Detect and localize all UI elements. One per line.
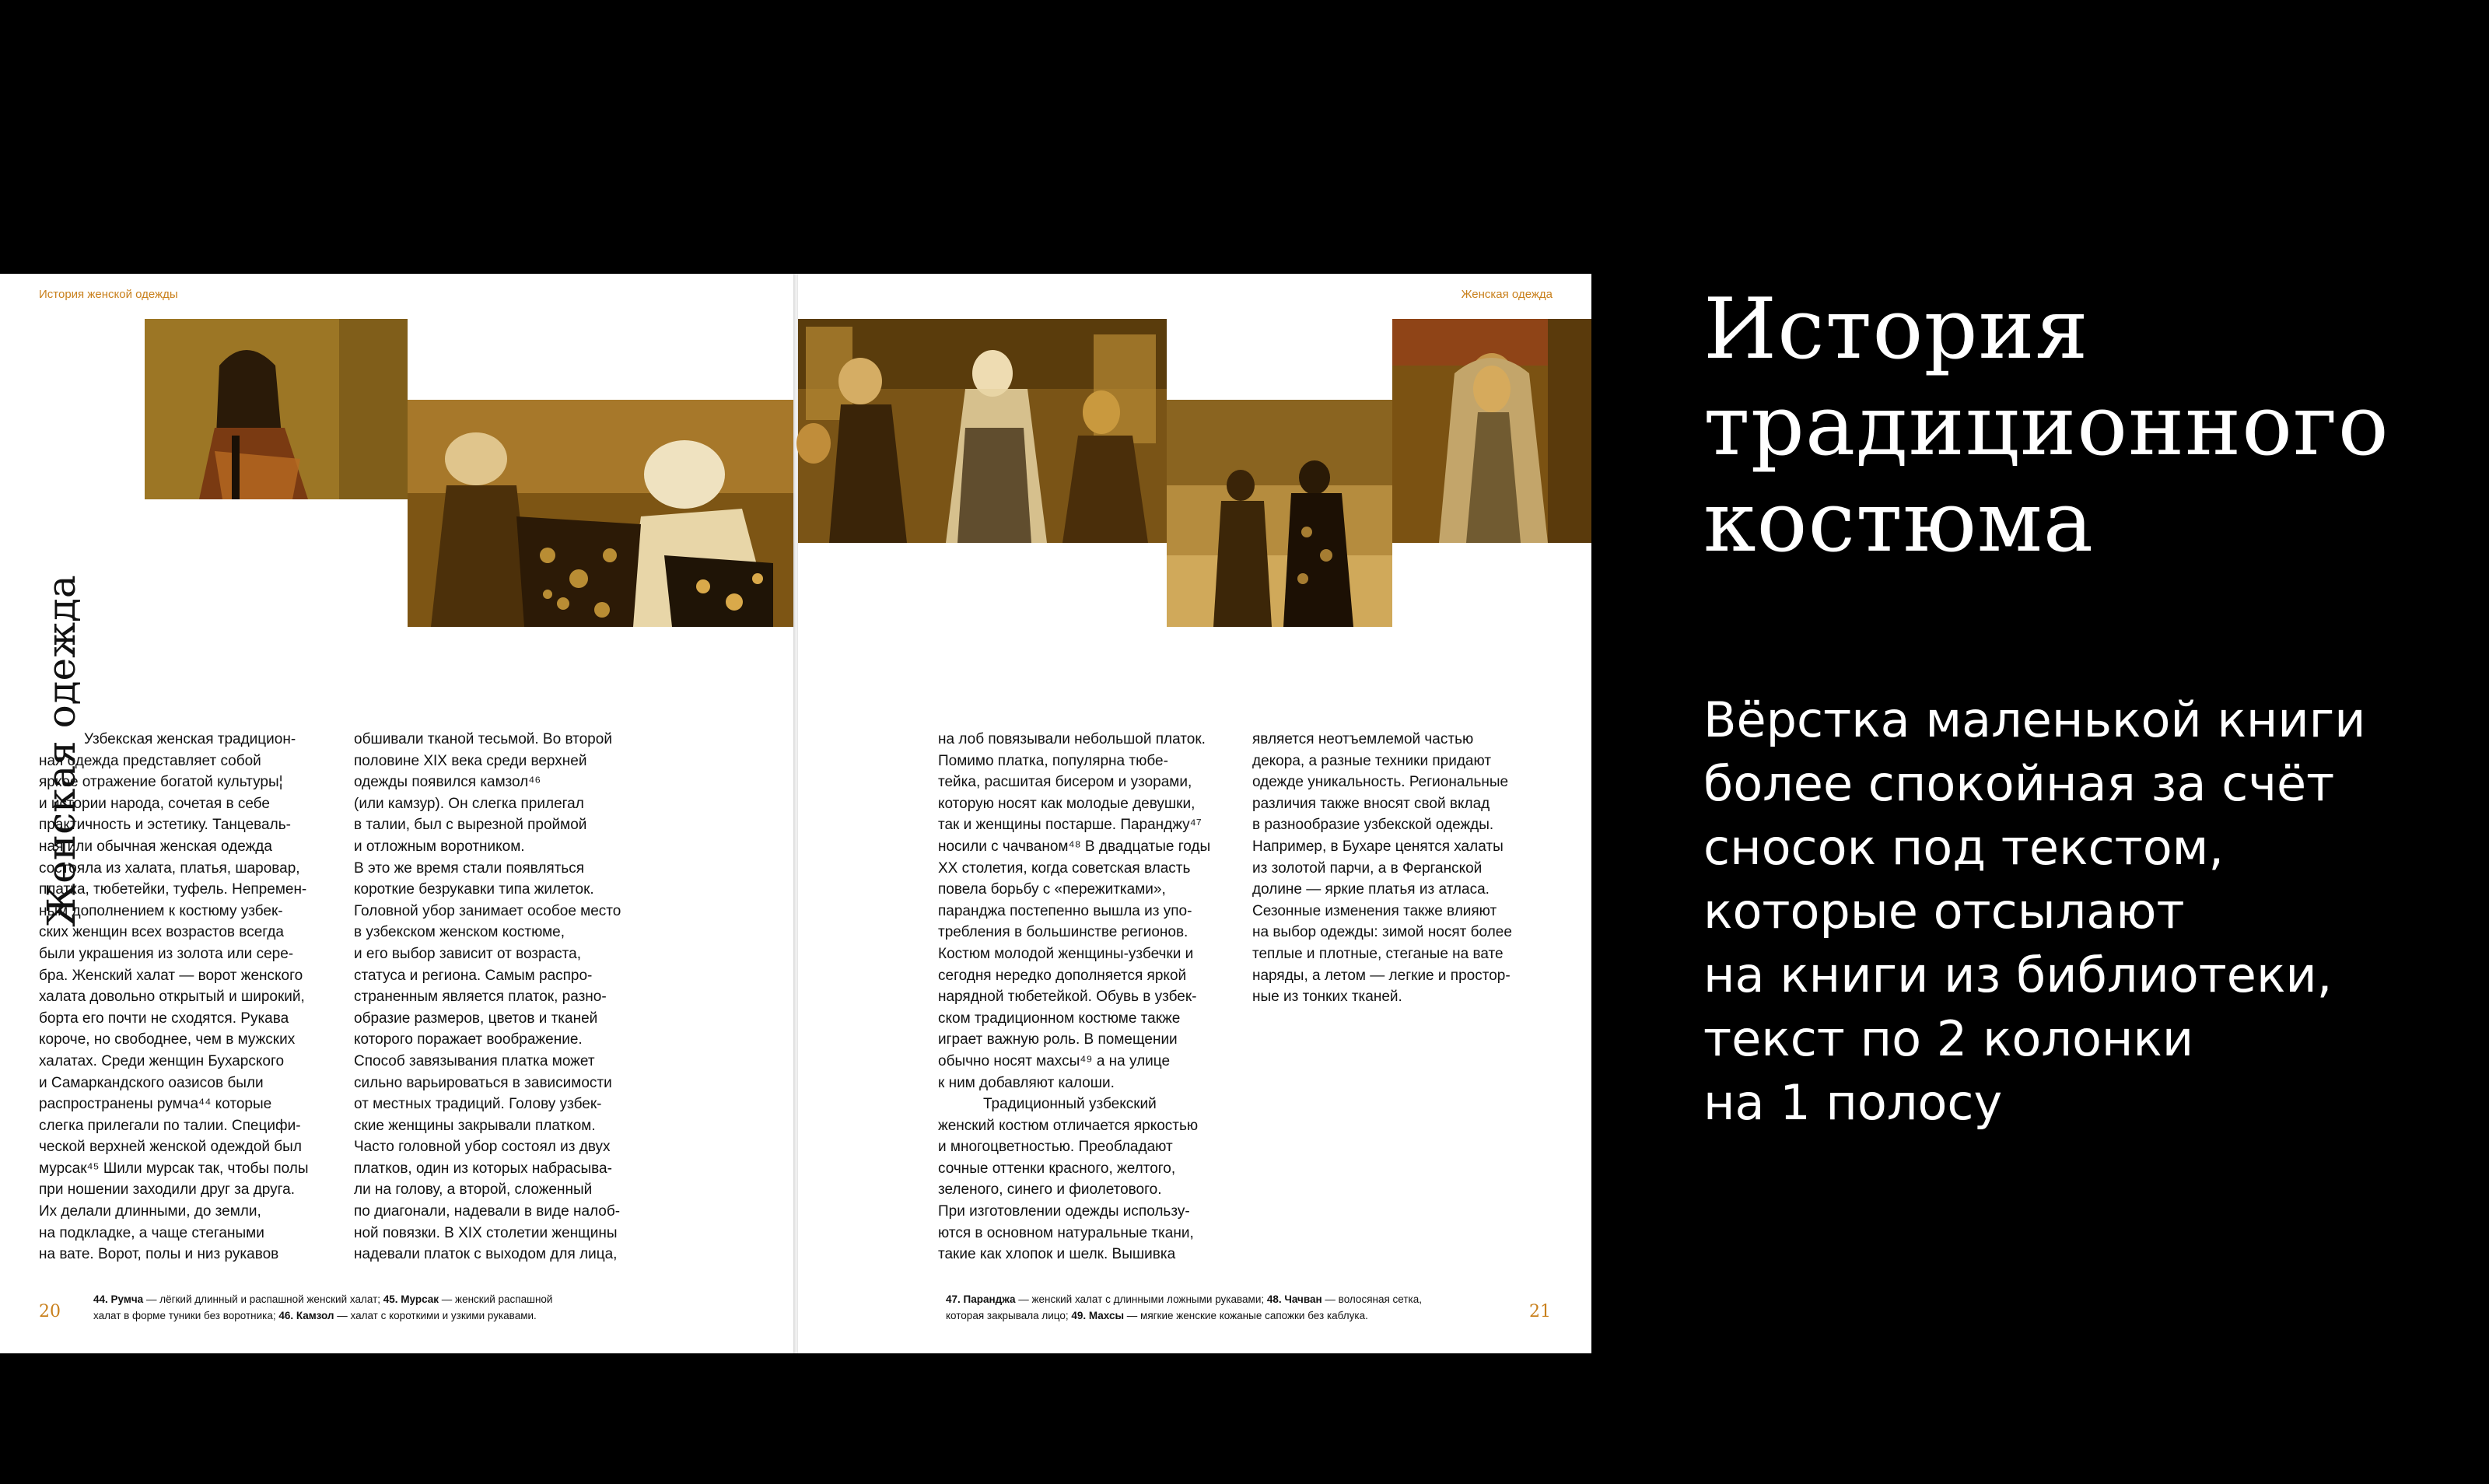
footnote-text: — женский распашной: [439, 1293, 553, 1305]
text-line: короче, но свободнее, чем в мужских: [39, 1031, 296, 1048]
text-line: ческой верхней женской одеждой был: [39, 1139, 302, 1156]
footnote-text: халат в форме туники без воротника;: [93, 1310, 279, 1321]
text-line: ная одежда представляет собой: [39, 752, 261, 769]
headline-line: История: [1703, 281, 2089, 378]
text-line: является неотъемлемой частью: [1252, 731, 1474, 747]
footnotes-right: [946, 1291, 1537, 1324]
text-line: Традиционный узбекский: [983, 1096, 1157, 1113]
text-line: наряды, а летом — легкие и простор-: [1252, 967, 1511, 984]
text-line: ские женщины закрывали платком.: [354, 1117, 596, 1134]
text-line: и Самаркандского оазисов были: [39, 1074, 264, 1091]
vertical-title-text: Женская одежда: [39, 575, 84, 927]
text-line: обшивали тканой тесьмой. Во второй: [354, 731, 612, 747]
text-line: короткие безрукавки типа жилеток.: [354, 881, 594, 898]
headline: [1703, 282, 2450, 571]
text-line: играет важную роль. В помещении: [938, 1031, 1178, 1048]
text-line: в талии, был с вырезной проймой: [354, 817, 587, 834]
text-line: тейка, расшитая бисером и узорами,: [938, 774, 1192, 791]
text-line: в узбекском женском костюме,: [354, 924, 565, 941]
photo-women-walking: [1167, 400, 1392, 627]
footnote-text: — халат с короткими и узкими рукавами.: [334, 1310, 537, 1321]
text-line: одежды появился камзол⁴⁶: [354, 774, 541, 791]
text-line: распространены румча⁴⁴ которые: [39, 1096, 272, 1113]
left-text-column-1: [39, 729, 350, 1265]
text-line: такие как хлопок и шелк. Вышивка: [938, 1246, 1176, 1263]
text-line: одежде уникальность. Региональные: [1252, 774, 1509, 791]
text-line: Часто головной убор состоял из двух: [354, 1139, 611, 1156]
description-line: текст по 2 колонки: [1703, 1010, 2194, 1067]
text-line: на подкладке, а чаще стегаными: [39, 1224, 264, 1241]
text-line: слегка прилегали по талии. Специфи-: [39, 1117, 301, 1134]
headline-line: костюма: [1703, 474, 2095, 571]
photo-market-women: [798, 319, 1167, 543]
left-page: [0, 274, 793, 1353]
text-line: ная или обычная женская одежда: [39, 838, 272, 855]
footnote-term: 49. Махсы: [1071, 1310, 1125, 1321]
text-line: халата довольно открытый и широкий,: [39, 989, 305, 1006]
text-line: паранджа постепенно вышла из упо-: [938, 902, 1192, 919]
text-line: к ним добавляют калоши.: [938, 1074, 1115, 1091]
photo-woman-shawl: [1392, 319, 1591, 543]
text-line: теплые и плотные, стеганые на вате: [1252, 945, 1504, 962]
headline-line: традиционного: [1703, 377, 2389, 474]
page-number-right: 21: [1529, 1302, 1551, 1321]
text-line: Например, в Бухаре ценятся халаты: [1252, 838, 1504, 855]
footnote-text: — волосяная сетка,: [1322, 1293, 1422, 1305]
right-text-column-2: [1252, 729, 1563, 1008]
text-line: зеленого, синего и фиолетового.: [938, 1181, 1162, 1199]
text-line: В это же время стали появляться: [354, 859, 585, 877]
text-line: при ношении заходили друг за друга.: [39, 1181, 296, 1199]
text-line: сильно варьироваться в зависимости: [354, 1074, 612, 1091]
text-line: на лоб повязывали небольшой платок.: [938, 731, 1206, 747]
text-line: были украшения из золота или сере-: [39, 945, 294, 962]
footnote-term: 46. Камзол: [278, 1310, 334, 1321]
text-line: носили с чачваном⁴⁸ В двадцатые годы: [938, 838, 1211, 855]
text-line: требления в большинстве регионов.: [938, 924, 1188, 941]
footnote-line: [946, 1291, 1537, 1307]
footnote-term: 48. Чачван: [1266, 1293, 1322, 1305]
text-line: борта его почти не сходятся. Рукава: [39, 1010, 289, 1027]
text-line: сочные оттенки красного, желтого,: [938, 1160, 1176, 1177]
text-line: Узбекская женская традицион-: [84, 731, 296, 747]
text-line: халатах. Среди женщин Бухарского: [39, 1052, 285, 1069]
text-line: бра. Женский халат — ворот женского: [39, 967, 303, 984]
text-line: из золотой парчи, а в Ферганской: [1252, 859, 1483, 877]
text-line: Костюм молодой женщины-узбечки и: [938, 945, 1194, 962]
text-line: на вате. Ворот, полы и низ рукавов: [39, 1246, 279, 1263]
text-line: Их делали длинными, до земли,: [39, 1203, 261, 1220]
text-line: При изготовлении одежды использу-: [938, 1203, 1190, 1220]
page-number-left: 20: [39, 1302, 61, 1321]
text-line: и отложным воротником.: [354, 838, 525, 855]
text-line: и его выбор зависит от возраста,: [354, 945, 581, 962]
text-line: ских женщин всех возрастов всегда: [39, 924, 284, 941]
description-line: более спокойная за счёт: [1703, 755, 2335, 812]
footnote-line: [946, 1307, 1537, 1324]
left-text-column-2: [354, 729, 673, 1265]
text-line: ной повязки. В XIX столетии женщины: [354, 1224, 618, 1241]
footnote-line: [93, 1291, 684, 1307]
text-line: на выбор одежды: зимой носят более: [1252, 924, 1512, 941]
footnote-text: — лёгкий длинный и распашной женский халат;: [143, 1293, 383, 1305]
description-line: сносок под текстом,: [1703, 819, 2225, 876]
description-line: на книги из библиотеки,: [1703, 947, 2333, 1003]
text-line: долине — яркие платья из атласа.: [1252, 881, 1490, 898]
footnote-term: 45. Мурсак: [383, 1293, 439, 1305]
footnote-text: которая закрывала лицо;: [946, 1310, 1072, 1321]
text-line: декора, а разные техники придают: [1252, 752, 1492, 769]
text-line: практичность и эстетику. Танцеваль-: [39, 817, 291, 834]
text-line: и многоцветностью. Преобладают: [938, 1139, 1173, 1156]
text-line: женский костюм отличается яркостью: [938, 1117, 1199, 1134]
text-line: XX столетия, когда советская власть: [938, 859, 1191, 877]
footnote-text: — женский халат с длинными ложными рукавами;: [1015, 1293, 1267, 1305]
text-line: различия также вносят свой вклад: [1252, 795, 1490, 812]
right-text-column-1: [938, 729, 1257, 1265]
text-line: мурсак⁴⁵ Шили мурсак так, чтобы полы: [39, 1160, 309, 1177]
right-page: [798, 274, 1591, 1353]
text-line: надевали платок с выходом для лица,: [354, 1246, 618, 1263]
text-line: страненным является платок, разно-: [354, 989, 607, 1006]
text-line: половине XIX века среди верхней: [354, 752, 587, 769]
running-head-left: История женской одежды: [39, 288, 178, 301]
text-line: статуса и региона. Самым распро-: [354, 967, 593, 984]
text-line: яркое отражение богатой культуры¦: [39, 774, 283, 791]
text-line: ском традиционном костюме также: [938, 1010, 1181, 1027]
footnote-term: 47. Паранджа: [946, 1293, 1016, 1305]
photo-embroidery-women: [408, 400, 793, 627]
text-line: Способ завязывания платка может: [354, 1052, 595, 1069]
text-line: которого поражает воображение.: [354, 1031, 583, 1048]
text-line: так и женщины постарше. Паранджу⁴⁷: [938, 817, 1202, 834]
text-line: в разнообразие узбекской одежды.: [1252, 817, 1494, 834]
photo-woman-smoking: [145, 319, 408, 499]
text-line: состояла из халата, платья, шаровар,: [39, 859, 300, 877]
text-line: платка, тюбетейки, туфель. Непремен-: [39, 881, 307, 898]
footnotes-left: [93, 1291, 684, 1324]
text-line: обычно носят махсы⁴⁹ а на улице: [938, 1052, 1171, 1069]
text-line: и истории народа, сочетая в себе: [39, 795, 270, 812]
text-line: платков, один из которых набрасыва-: [354, 1160, 612, 1177]
text-line: Головной убор занимает особое место: [354, 902, 621, 919]
book-spread: [0, 274, 1591, 1353]
description-line: Вёрстка маленькой книги: [1703, 691, 2366, 748]
description: [1703, 688, 2466, 1135]
text-line: которую носят как молодые девушки,: [938, 795, 1195, 812]
text-line: сегодня нередко дополняется яркой: [938, 967, 1187, 984]
text-line: ли на голову, а второй, сложенный: [354, 1181, 593, 1199]
text-line: Помимо платка, популярна тюбе-: [938, 752, 1168, 769]
text-line: ным дополнением к костюму узбек-: [39, 902, 283, 919]
text-line: Сезонные изменения также влияют: [1252, 902, 1497, 919]
text-line: ные из тонких тканей.: [1252, 989, 1402, 1006]
text-line: (или камзур). Он слегка прилегал: [354, 795, 584, 812]
description-line: на 1 полосу: [1703, 1074, 2003, 1131]
footnote-line: [93, 1307, 684, 1324]
footnote-text: — мягкие женские кожаные сапожки без каблука.: [1124, 1310, 1368, 1321]
text-line: ются в основном натуральные ткани,: [938, 1224, 1194, 1241]
text-line: по диагонали, надевали в виде налоб-: [354, 1203, 621, 1220]
running-head-right: Женская одежда: [1461, 288, 1553, 301]
text-line: нарядной тюбетейкой. Обувь в узбек-: [938, 989, 1197, 1006]
text-line: повела борьбу с «пережитками»,: [938, 881, 1166, 898]
text-line: от местных традиций. Голову узбек-: [354, 1096, 602, 1113]
footnote-term: 44. Румча: [93, 1293, 144, 1305]
text-line: образие размеров, цветов и тканей: [354, 1010, 598, 1027]
description-line: которые отсылают: [1703, 883, 2185, 940]
